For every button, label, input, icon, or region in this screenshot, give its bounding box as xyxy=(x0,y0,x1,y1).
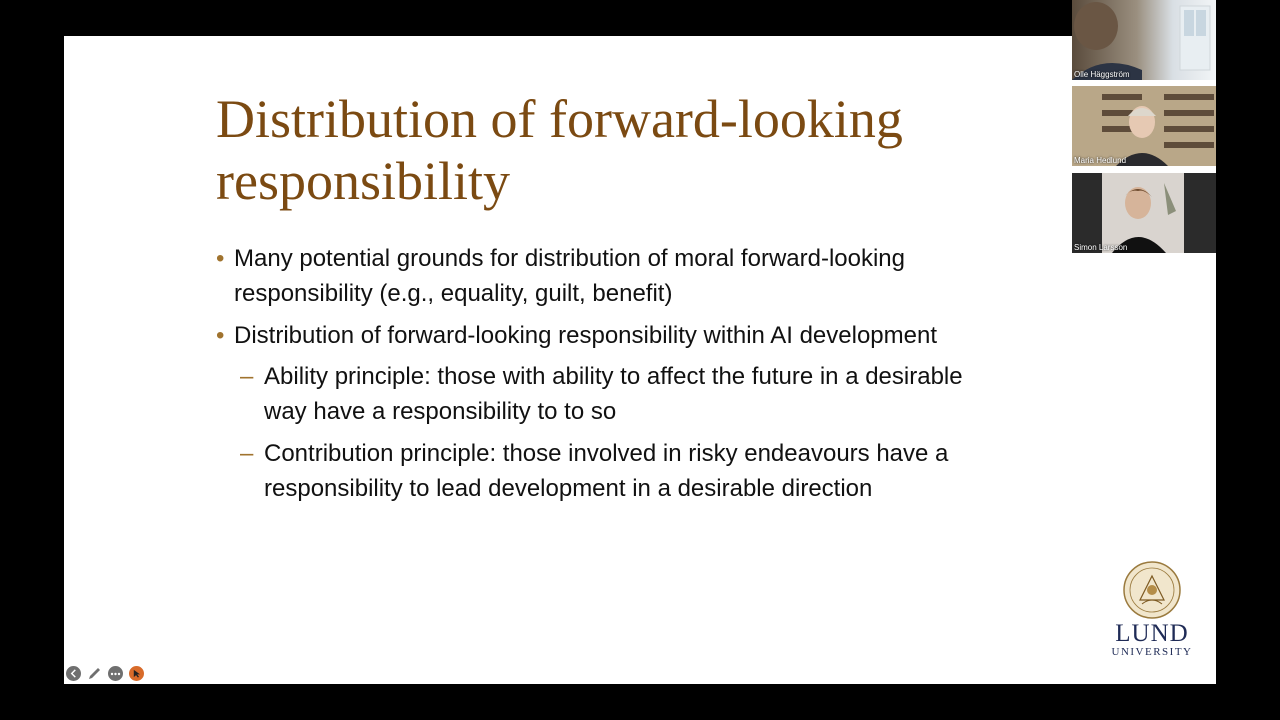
sub-bullet-item xyxy=(240,359,1054,429)
bullet-line: responsibility to lead development in a desirable direction xyxy=(264,475,873,502)
bullet-item xyxy=(216,241,1034,311)
more-icon[interactable] xyxy=(108,666,123,681)
participant-tile[interactable] xyxy=(1072,0,1216,80)
participant-name: Simon Larsson xyxy=(1074,243,1128,252)
pen-icon[interactable] xyxy=(87,666,102,681)
participant-tile[interactable] xyxy=(1072,173,1216,253)
participant-name: Maria Hedlund xyxy=(1074,156,1127,165)
bullet-marker: • xyxy=(216,245,225,272)
bullet-line: way have a responsibility to to so xyxy=(264,398,617,425)
bullet-line: responsibility (e.g., equality, guilt, benefit) xyxy=(234,280,673,307)
bullet-marker: • xyxy=(216,322,225,349)
participant-video-icon xyxy=(1072,0,1216,80)
bullet-line: Ability principle: those with ability to affect the future in a desirable xyxy=(264,363,963,390)
bullet-line: Distribution of forward-looking responsibility within AI development xyxy=(234,322,938,349)
bullet-line: Many potential grounds for distribution of moral forward-looking xyxy=(234,245,906,272)
sub-bullet-item xyxy=(240,436,1054,506)
presentation-slide xyxy=(64,36,1216,684)
pointer-icon[interactable] xyxy=(129,666,144,681)
bullet-line: Contribution principle: those involved in risky endeavours have a xyxy=(264,440,949,467)
participant-name: Olle Häggström xyxy=(1074,70,1130,79)
participant-video-icon xyxy=(1072,173,1216,253)
sub-bullet-marker: – xyxy=(240,363,254,390)
sub-bullet-marker: – xyxy=(240,440,254,467)
university-seal-icon xyxy=(1122,560,1182,620)
participant-video-icon xyxy=(1072,86,1216,166)
back-arrow-icon[interactable] xyxy=(66,666,81,681)
participant-tile[interactable] xyxy=(1072,86,1216,166)
logo-name: LUND xyxy=(1115,620,1189,647)
lund-university-logo xyxy=(1092,560,1212,660)
slide-title: Distribution of forward-looking responsibility xyxy=(216,89,903,211)
logo-subtitle: UNIVERSITY xyxy=(1111,646,1193,658)
bullet-item xyxy=(216,318,1034,353)
